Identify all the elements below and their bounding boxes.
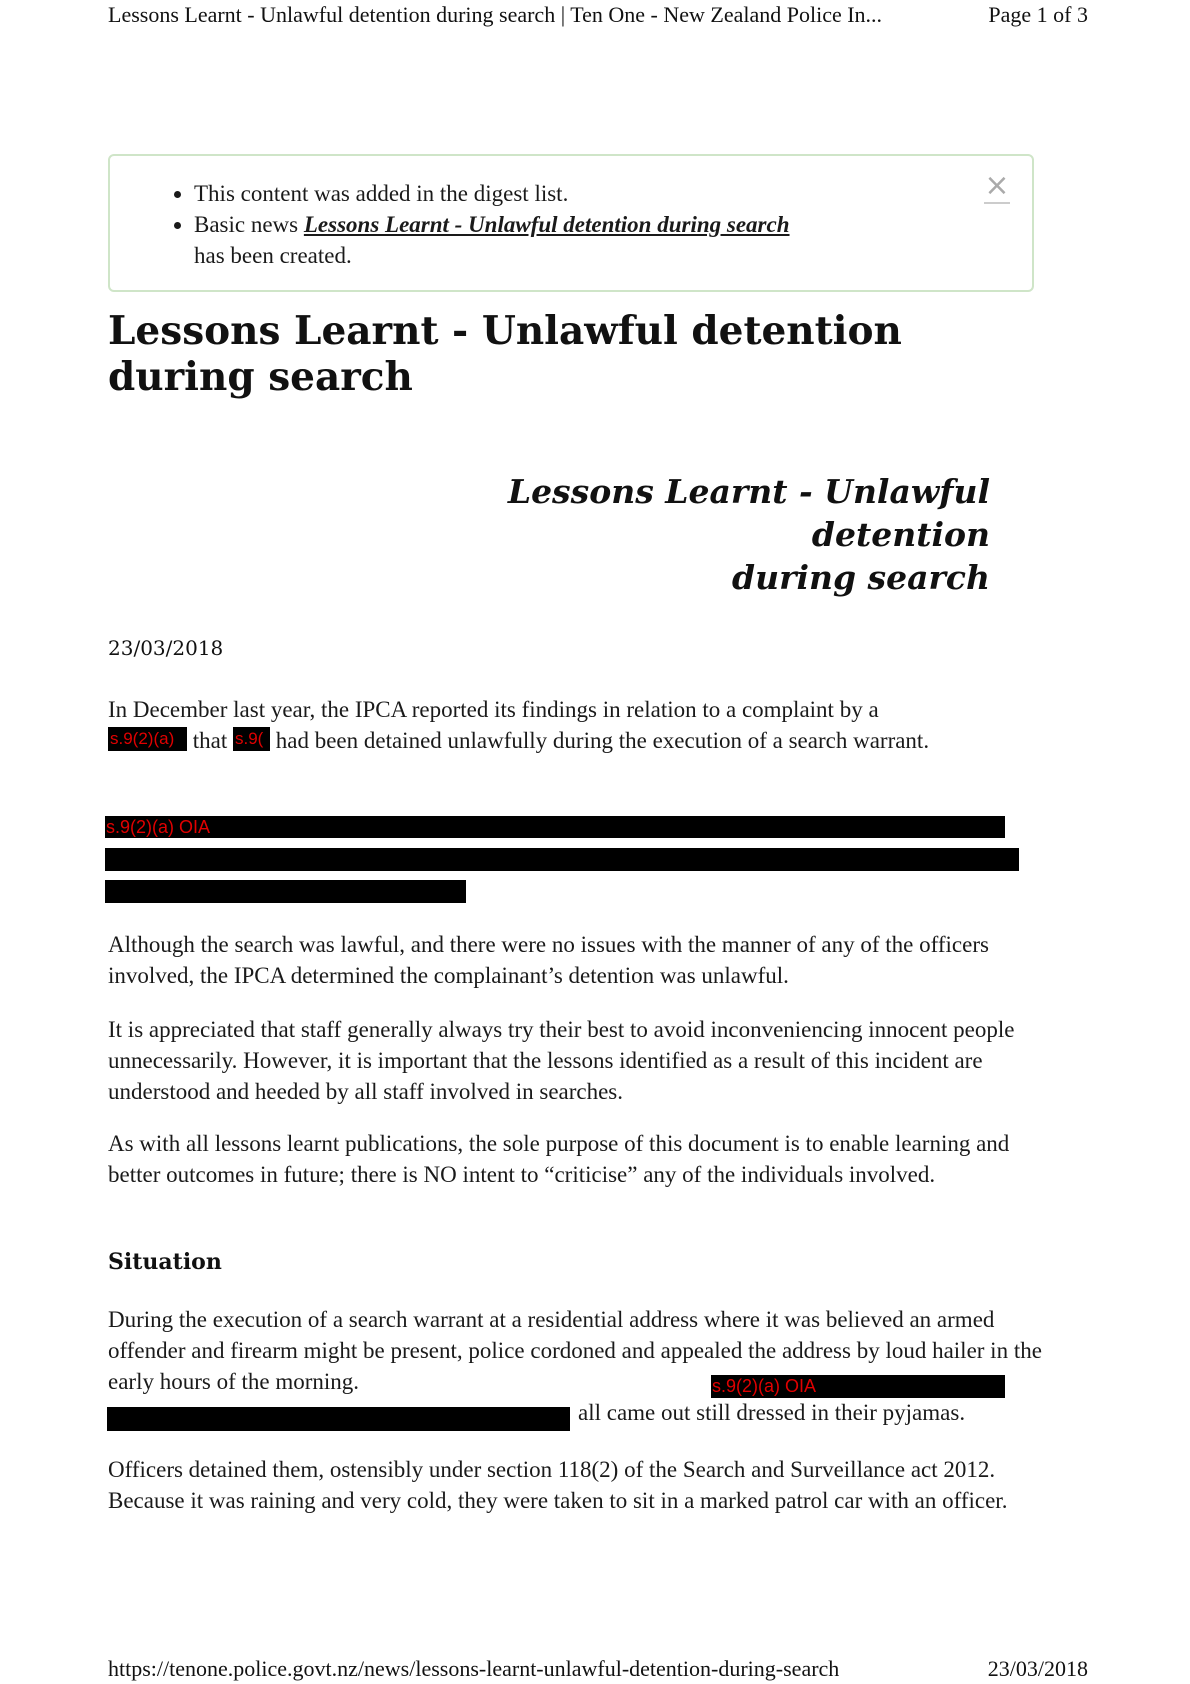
article-date: 23/03/2018 xyxy=(108,636,224,660)
paragraph-intro xyxy=(108,694,1048,756)
intro-text-b: that xyxy=(192,728,228,753)
paragraph-situation-end: all came out still dressed in their pyjamas. xyxy=(578,1400,966,1425)
paragraph-lawful-search: Although the search was lawful, and there were no issues with the manner of any of the officers involved, the IPCA determined the complainant’s detention was unlawful. xyxy=(108,932,989,988)
redaction-inline: s.9( xyxy=(233,727,270,751)
paragraph-situation: During the execution of a search warrant at a residential address where it was believed an armed offender and firearm might be present, police cordoned and appealed the address by loud hailer in the early hours of the morning. xyxy=(108,1307,1042,1394)
print-footer xyxy=(108,1656,1088,1682)
redaction-block xyxy=(105,848,1019,871)
close-icon[interactable]: × xyxy=(984,168,1010,203)
redaction-inline: s.9(2)(a) xyxy=(108,727,187,751)
paragraph-detention: Officers detained them, ostensibly under section 118(2) of the Search and Surveillance act 2012. Because it was raining and very cold, they were taken to sit in a marked patrol car with an officer. xyxy=(108,1457,1008,1513)
section-heading-situation: Situation xyxy=(108,1249,222,1275)
notice-list xyxy=(110,178,1032,271)
intro-text-a: In December last year, the IPCA reported its findings in relation to a complaint by a xyxy=(108,697,879,722)
article-banner-title xyxy=(350,470,990,599)
print-footer-date: 23/03/2018 xyxy=(987,1656,1088,1681)
banner-line-1: Lessons Learnt - Unlawful detention xyxy=(507,472,990,554)
print-footer-url: https://tenone.police.govt.nz/news/lessons-learnt-unlawful-detention-during-search xyxy=(108,1656,840,1681)
redaction-block xyxy=(105,880,466,903)
news-article-link[interactable]: Lessons Learnt - Unlawful detention during search xyxy=(303,212,790,237)
banner-line-2: during search xyxy=(732,558,990,597)
notice-item xyxy=(194,178,1032,209)
paragraph-appreciation: It is appreciated that staff generally always try their best to avoid inconveniencing innocent people unnecessarily. However, it is important that the lessons identified as a result of this incident are understood and heeded by all staff involved in searches. xyxy=(108,1017,1015,1104)
digest-notice xyxy=(108,154,1034,292)
intro-text-c: had been detained unlawfully during the execution of a search warrant. xyxy=(275,728,930,753)
notice-item-text: This content was added in the digest list. xyxy=(194,181,569,206)
notice-item-suffix: has been created. xyxy=(194,243,352,268)
notice-item-prefix: Basic news xyxy=(194,212,304,237)
redaction-block: s.9(2)(a) OIA xyxy=(711,1375,1005,1398)
print-header xyxy=(108,2,1088,28)
redaction-block: s.9(2)(a) OIA xyxy=(105,816,1005,838)
redaction-block xyxy=(107,1407,570,1431)
page-title: Lessons Learnt - Unlawful detention during search xyxy=(108,308,902,400)
print-header-page: Page 1 of 3 xyxy=(988,2,1088,27)
notice-item xyxy=(194,209,1032,271)
print-header-title: Lessons Learnt - Unlawful detention during search | Ten One - New Zealand Police In... xyxy=(108,2,883,27)
paragraph-purpose: As with all lessons learnt publications, the sole purpose of this document is to enable learning and better outcomes in future; there is NO intent to “criticise” any of the individuals involved. xyxy=(108,1131,1010,1187)
